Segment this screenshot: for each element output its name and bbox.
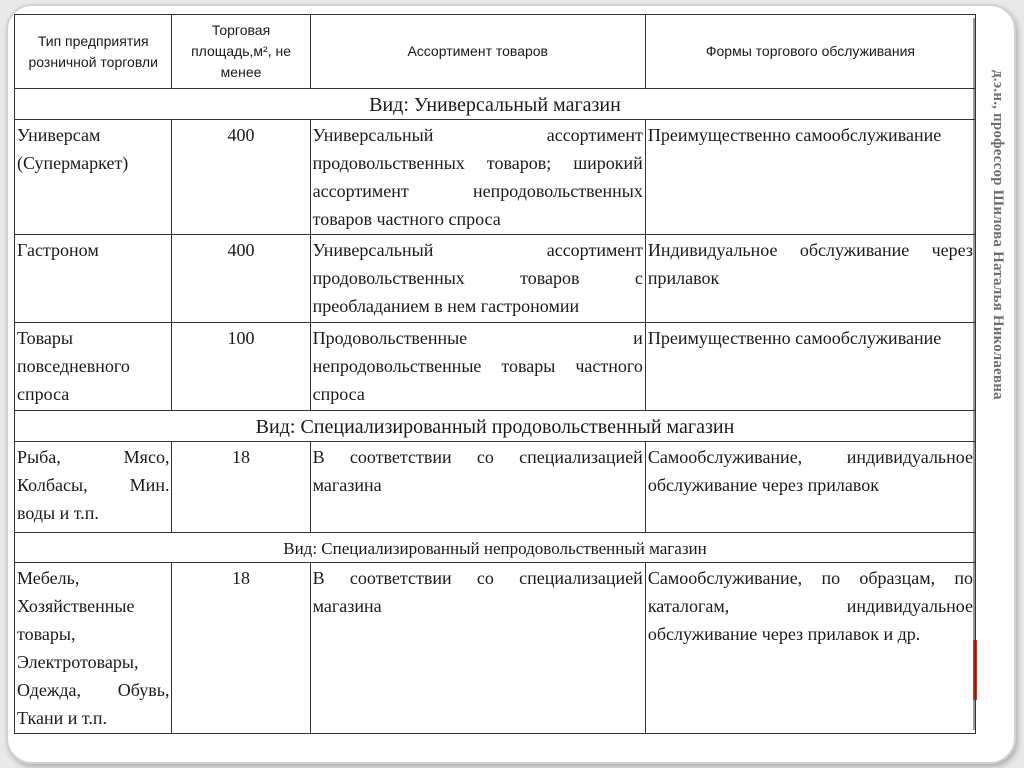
cell-service: Преимущественно самообслуживание xyxy=(645,323,975,411)
table-row xyxy=(15,442,976,533)
cell-assortment: Универсальный ассортимент продовольственных товаров; широкий ассортимент непродовольственных товаров частного спроса xyxy=(310,120,645,235)
retail-types-table xyxy=(14,14,976,734)
cell-assortment: В соответствии со специализацией магазина xyxy=(310,563,645,734)
cell-area: 400 xyxy=(172,235,310,323)
header-area: Торговая площадь,м², не менее xyxy=(172,15,310,89)
cell-type: Рыба, Мясо, Колбасы, Мин. воды и т.п. xyxy=(15,442,172,533)
table-row xyxy=(15,323,976,411)
section-title: Вид: Универсальный магазин xyxy=(15,89,976,120)
cell-area: 18 xyxy=(172,563,310,734)
cell-service: Преимущественно самообслуживание xyxy=(645,120,975,235)
cell-assortment: Универсальный ассортимент продовольственных товаров с преобладанием в нем гастрономии xyxy=(310,235,645,323)
cell-assortment: В соответствии со специализацией магазина xyxy=(310,442,645,533)
cell-area: 100 xyxy=(172,323,310,411)
section-row xyxy=(15,411,976,442)
cell-area: 18 xyxy=(172,442,310,533)
header-type: Тип предприятия розничной торговли xyxy=(15,15,172,89)
cell-type: Товары повседневного спроса xyxy=(15,323,172,411)
section-row xyxy=(15,533,976,563)
cell-service: Индивидуальное обслуживание через прилавок xyxy=(645,235,975,323)
cell-service: Самообслуживание, индивидуальное обслуживание через прилавок xyxy=(645,442,975,533)
cell-type: Универсам (Супермаркет) xyxy=(15,120,172,235)
cell-service: Самообслуживание, по образцам, по каталогам, индивидуальное обслуживание через прилавок и др. xyxy=(645,563,975,734)
cell-area: 400 xyxy=(172,120,310,235)
table-row xyxy=(15,563,976,734)
author-caption: д.э.н., профессор Шилова Наталья Николаевна xyxy=(990,70,1006,400)
table-row xyxy=(15,120,976,235)
cell-assortment: Продовольственные и непродовольственные товары частного спроса xyxy=(310,323,645,411)
section-title: Вид: Специализированный непродовольственный магазин xyxy=(15,533,976,563)
header-service: Формы торгового обслуживания xyxy=(645,15,975,89)
cell-type: Мебель, Хозяйственные товары, Электротовары, Одежда, Обувь, Ткани и т.п. xyxy=(15,563,172,734)
table-row xyxy=(15,235,976,323)
header-assortment: Ассортимент товаров xyxy=(310,15,645,89)
cell-type: Гастроном xyxy=(15,235,172,323)
section-row xyxy=(15,89,976,120)
header-row xyxy=(15,15,976,89)
section-title: Вид: Специализированный продовольственный магазин xyxy=(15,411,976,442)
